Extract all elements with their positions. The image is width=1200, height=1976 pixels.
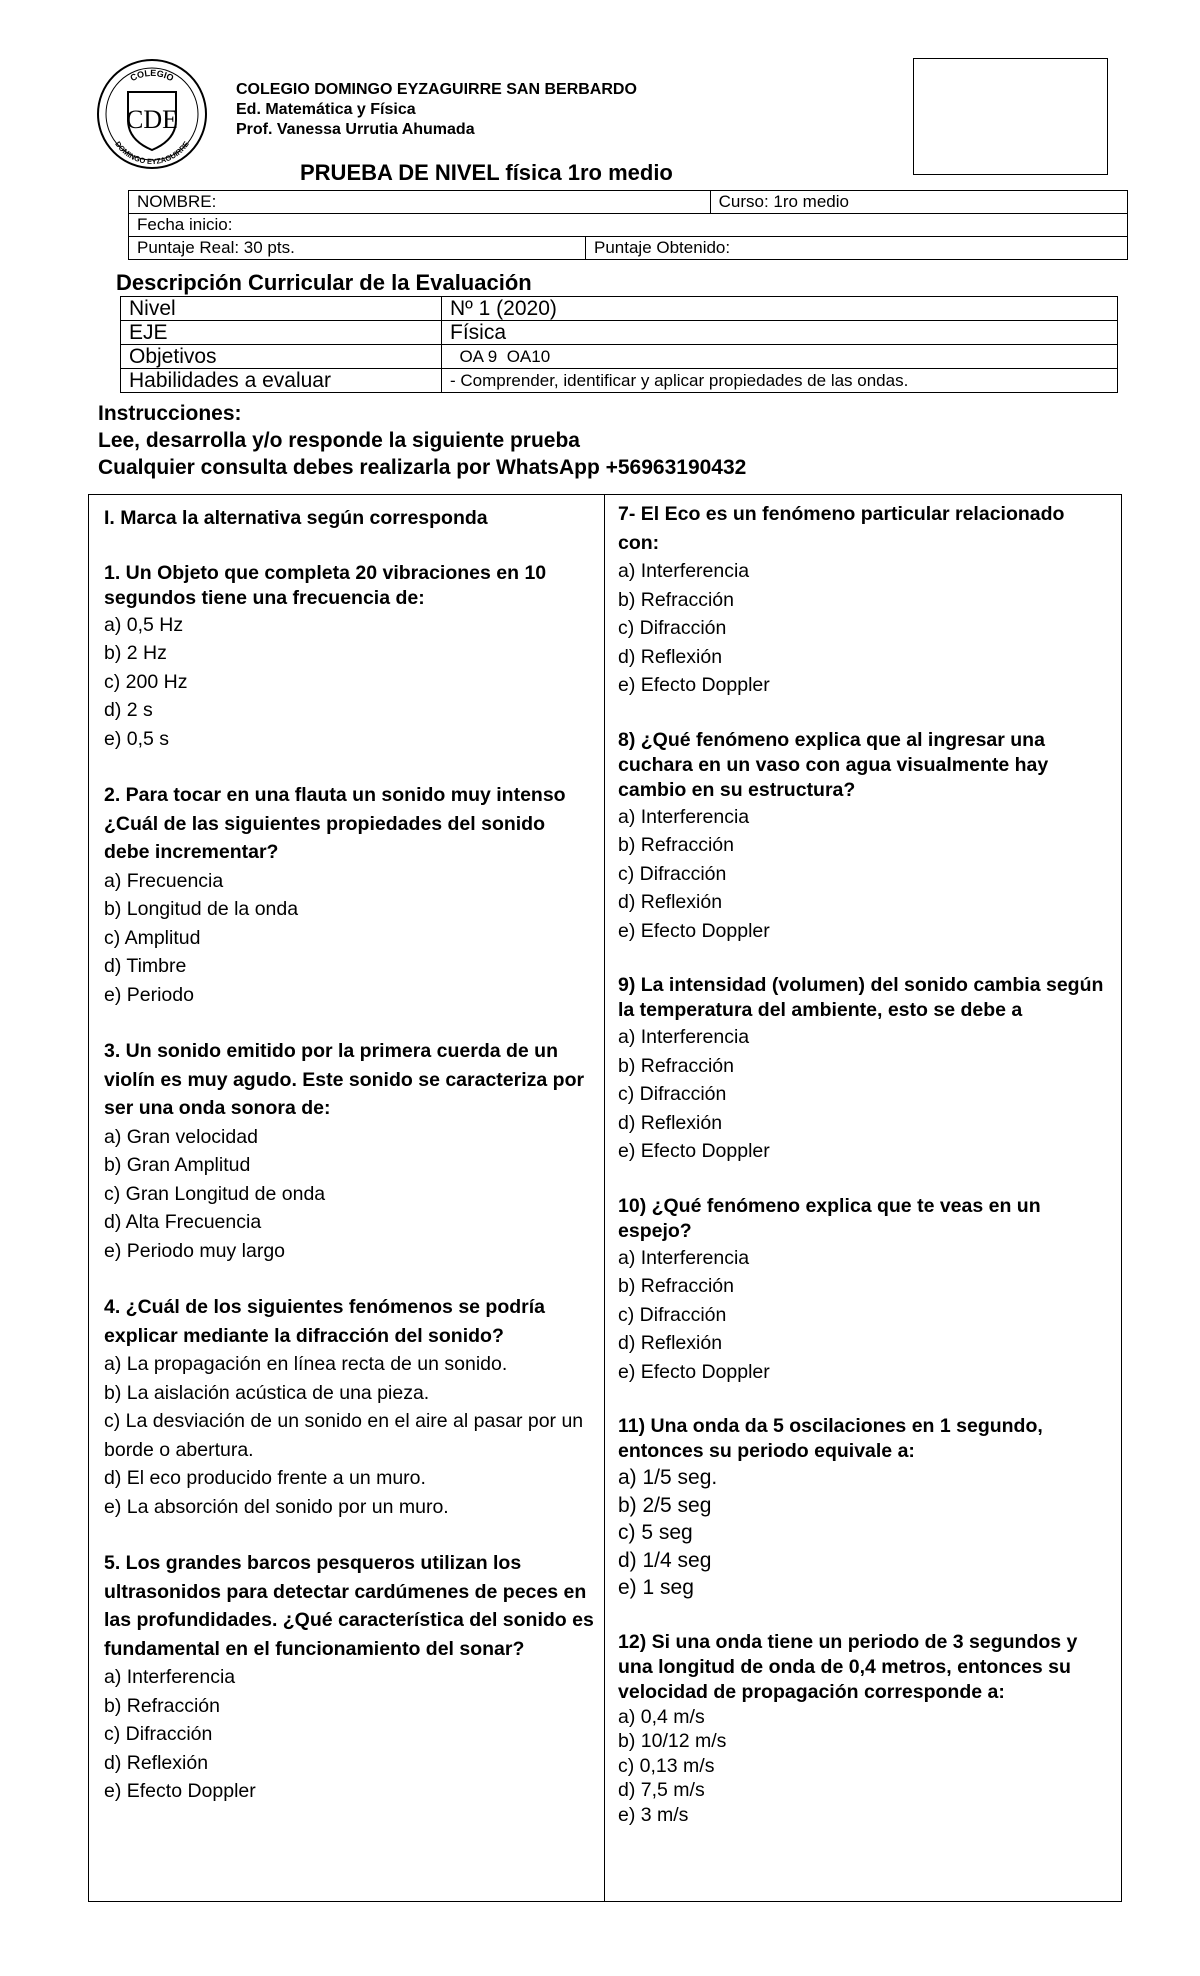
option[interactable]: d) Reflexión [618, 645, 723, 668]
option[interactable]: d) 7,5 m/s [618, 1779, 705, 1801]
logo-top-text: COLEGIO [128, 67, 176, 84]
teacher-name: Prof. Vanessa Urrutia Ahumada [236, 121, 475, 138]
question-5 [104, 1549, 594, 1806]
question-text: 5. Los grandes barcos pesqueros utilizan los ultrasonidos para detectar cardúmenes de peces en las profundidades. ¿Qué característica del sonido es fundamental en el funcionamiento del sonar? [104, 1552, 594, 1660]
option[interactable]: a) 0,4 m/s [618, 1705, 705, 1728]
option[interactable]: a) Interferencia [618, 805, 750, 828]
question-text: 10) ¿Qué fenómeno explica que te veas en un espejo? [618, 1194, 1041, 1242]
option[interactable]: b) Refracción [104, 1694, 220, 1717]
option[interactable]: e) Efecto Doppler [618, 919, 770, 942]
option[interactable]: b) Longitud de la onda [104, 898, 299, 920]
row-label-objetivos: Objetivos [121, 345, 442, 369]
school-header [236, 80, 637, 140]
question-10 [618, 1194, 1110, 1387]
option[interactable]: b) Refracción [618, 1275, 734, 1297]
option[interactable]: d) Reflexión [618, 891, 723, 913]
option[interactable]: d) Reflexión [618, 1332, 723, 1354]
option[interactable]: b) Gran Amplitud [104, 1154, 251, 1176]
obtained-score-field[interactable]: Puntaje Obtenido: [586, 237, 1128, 260]
question-text: 1. Un Objeto que completa 20 vibraciones en 10 segundos tiene una frecuencia de: [104, 561, 547, 609]
option[interactable]: d) 2 s [104, 699, 153, 721]
row-value-eje: Física [442, 321, 1118, 345]
logo-monogram: CDE [126, 105, 178, 134]
row-label-nivel: Nivel [121, 297, 442, 321]
option[interactable]: b) 2 Hz [104, 642, 167, 664]
school-name: COLEGIO DOMINGO EYZAGUIRRE SAN BERBARDO [236, 81, 637, 98]
questions-left-column [104, 504, 594, 1806]
question-8 [618, 728, 1110, 946]
question-7 [618, 500, 1110, 700]
curricular-title: Descripción Curricular de la Evaluación [116, 270, 532, 295]
question-text: 4. ¿Cuál de los siguientes fenómenos se podría explicar mediante la difracción del sonido? [104, 1296, 546, 1347]
instructions-line-1: Lee, desarrolla y/o responde la siguiente prueba [98, 429, 580, 452]
option[interactable]: e) 3 m/s [618, 1803, 689, 1826]
row-value-habilidades: - Comprender, identificar y aplicar propiedades de las ondas. [442, 369, 1118, 393]
option[interactable]: c) Difracción [618, 1303, 727, 1326]
course-field: Curso: 1ro medio [710, 191, 1127, 214]
questions-right-column [618, 500, 1110, 1827]
option[interactable]: a) 0,5 Hz [104, 613, 184, 636]
option[interactable]: d) Timbre [104, 955, 187, 977]
curricular-table [120, 296, 1118, 393]
option[interactable]: b) Refracción [618, 834, 734, 856]
option[interactable]: d) Reflexión [618, 1111, 723, 1134]
option[interactable]: a) Gran velocidad [104, 1125, 258, 1148]
option[interactable]: e) Efecto Doppler [618, 1360, 770, 1383]
option[interactable]: c) 0,13 m/s [618, 1754, 715, 1777]
option[interactable]: d) El eco producido frente a un muro. [104, 1467, 426, 1489]
real-score: Puntaje Real: 30 pts. [129, 237, 586, 260]
option[interactable]: c) Difracción [618, 617, 727, 639]
option[interactable]: e) Periodo muy largo [104, 1239, 286, 1262]
option[interactable]: e) Efecto Doppler [104, 1780, 256, 1802]
question-2 [104, 781, 594, 1009]
question-text: 7- El Eco es un fenómeno particular relacionado con: [618, 503, 1065, 554]
option[interactable]: a) Interferencia [618, 1026, 750, 1048]
option[interactable]: b) Refracción [618, 588, 734, 611]
section-instruction: I. Marca la alternativa según corresponda [104, 507, 488, 529]
department: Ed. Matemática y Física [236, 101, 416, 118]
logo-bottom-text: DOMINGO EYZAGUIRRE [113, 139, 191, 167]
option[interactable]: a) 1/5 seg. [618, 1466, 718, 1489]
instructions [98, 400, 746, 481]
option[interactable]: e) 0,5 s [104, 727, 170, 750]
option[interactable]: c) La desviación de un sonido en el aire al pasar por un borde o abertura. [104, 1410, 584, 1461]
row-value-objetivos: OA 9 OA10 [442, 345, 1118, 369]
question-text: 9) La intensidad (volumen) del sonido cambia según la temperatura del ambiente, esto se debe a [618, 974, 1104, 1021]
school-logo [96, 58, 208, 170]
option[interactable]: c) Difracción [618, 862, 727, 885]
student-info-table [128, 190, 1128, 260]
name-field[interactable]: NOMBRE: [129, 191, 711, 214]
option[interactable]: a) Interferencia [618, 1246, 750, 1269]
option[interactable]: e) Efecto Doppler [618, 674, 770, 696]
question-1 [104, 561, 594, 754]
grade-box [913, 58, 1108, 175]
question-12 [618, 1630, 1110, 1828]
option[interactable]: a) Frecuencia [104, 869, 224, 892]
start-date-field[interactable]: Fecha inicio: [129, 214, 1128, 237]
option[interactable]: c) 5 seg [618, 1521, 693, 1544]
row-value-nivel: Nº 1 (2020) [442, 297, 1118, 321]
question-9 [618, 973, 1110, 1166]
option[interactable]: a) La propagación en línea recta de un sonido. [104, 1353, 508, 1375]
instructions-heading: Instrucciones: [98, 402, 242, 425]
option[interactable]: e) La absorción del sonido por un muro. [104, 1495, 449, 1518]
option[interactable]: b) La aislación acústica de una pieza. [104, 1381, 430, 1404]
option[interactable]: c) Difracción [104, 1723, 213, 1745]
row-label-habilidades: Habilidades a evaluar [121, 369, 442, 393]
column-divider [604, 494, 605, 1902]
question-text: 8) ¿Qué fenómeno explica que al ingresar una cuchara en un vaso con agua visualmente hay cambio en su estructura? [618, 728, 1049, 801]
option[interactable]: c) Amplitud [104, 926, 201, 949]
option[interactable]: a) Interferencia [618, 560, 750, 582]
option[interactable]: c) Gran Longitud de onda [104, 1182, 326, 1205]
option[interactable]: e) Periodo [104, 983, 194, 1006]
option[interactable]: d) 1/4 seg [618, 1548, 712, 1572]
option[interactable]: d) Alta Frecuencia [104, 1211, 262, 1233]
option[interactable]: c) Difracción [618, 1083, 727, 1105]
question-text: 12) Si una onda tiene un periodo de 3 segundos y una longitud de onda de 0,4 metros, entonces su velocidad de propagación corresponde a: [618, 1630, 1078, 1703]
option[interactable]: e) 1 seg [618, 1576, 694, 1599]
option[interactable]: b) 10/12 m/s [618, 1730, 727, 1752]
exam-title: PRUEBA DE NIVEL física 1ro medio [300, 160, 673, 185]
option[interactable]: b) 2/5 seg [618, 1493, 712, 1517]
option[interactable]: b) Refracción [618, 1054, 734, 1077]
question-text: 3. Un sonido emitido por la primera cuerda de un violín es muy agudo. Este sonido se caracteriza por ser una onda sonora de: [104, 1040, 585, 1119]
question-11 [618, 1414, 1110, 1602]
question-text: 2. Para tocar en una flauta un sonido muy intenso ¿Cuál de las siguientes propiedades del sonido debe incrementar? [104, 784, 566, 863]
question-4 [104, 1293, 594, 1521]
question-text: 11) Una onda da 5 oscilaciones en 1 segundo, entonces su periodo equivale a: [618, 1415, 1043, 1462]
option[interactable]: a) Interferencia [104, 1666, 236, 1688]
row-label-eje: EJE [121, 321, 442, 345]
option[interactable]: e) Efecto Doppler [618, 1140, 770, 1162]
option[interactable]: c) 200 Hz [104, 670, 188, 693]
question-3 [104, 1037, 594, 1265]
option[interactable]: d) Reflexión [104, 1751, 209, 1774]
instructions-line-2: Cualquier consulta debes realizarla por WhatsApp +56963190432 [98, 456, 747, 479]
